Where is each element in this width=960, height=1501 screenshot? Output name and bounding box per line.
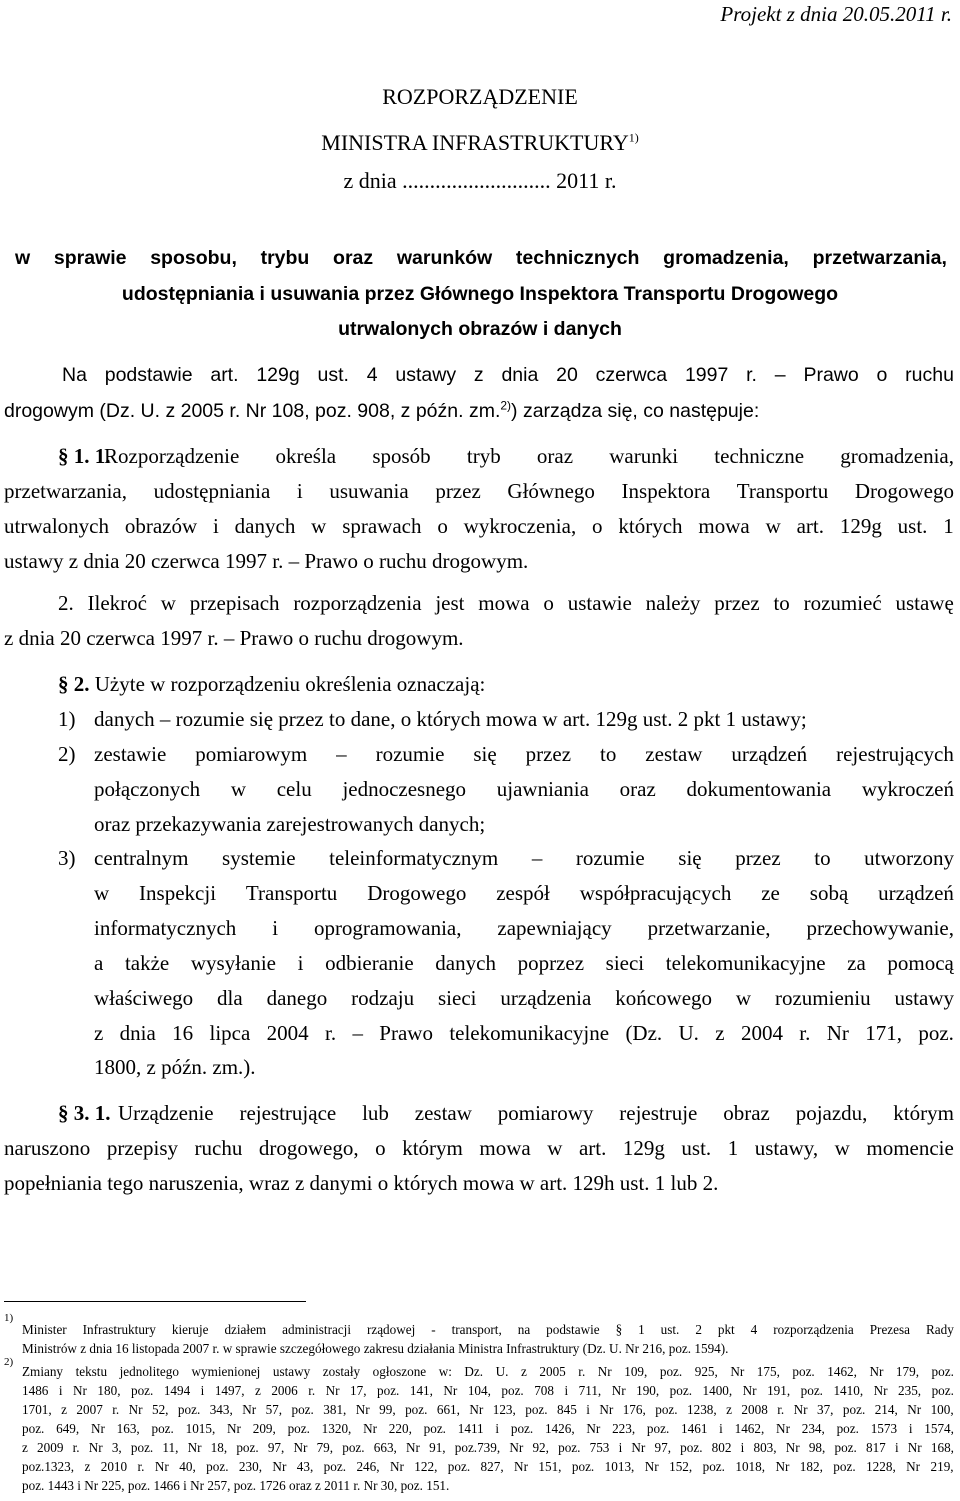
footnote-separator: [4, 1301, 306, 1302]
definition-2-line-3: oraz przekazywania zarejestrowanych danych;: [94, 812, 486, 836]
footnote-2-line-2: 1486 i Nr 180, poz. 1494 i 1497, z 2006 r. Nr 17, poz. 141, Nr 104, poz. 708 i 711, Nr 190, poz. 1400, Nr 191, poz. 1410, Nr 235, poz.: [22, 1383, 954, 1398]
footnote-2-line-3: 1701, z 2007 r. Nr 52, poz. 343, Nr 57, poz. 381, Nr 99, poz. 661, Nr 123, poz. 845 i Nr 176, poz. 1238, z 2008 r. Nr 37, poz. 214, Nr 100,: [22, 1402, 954, 1417]
definition-2-number: 2): [58, 742, 76, 766]
definition-3-line-2: w Inspekcji Transportu Drogowego zespół współpracujących ze sobą urządzeń: [94, 881, 954, 905]
definition-2-line-1: zestawie pomiarowym – rozumie się przez to zestaw urządzeń rejestrujących: [94, 742, 954, 766]
definition-1-number: 1): [58, 707, 76, 731]
definition-3-line-3: informatycznych i oprogramowania, zapewniający przetwarzanie, przechowywanie,: [94, 916, 954, 940]
footnote-ref-2: 2): [500, 398, 512, 413]
preamble-line-2: drogowym (Dz. U. z 2005 r. Nr 108, poz. 908, z późn. zm.$^{2)}$) zarządza się, co następuje:: [4, 398, 760, 422]
paragraph-3-mark: § 3. 1.: [58, 1101, 111, 1125]
paragraph-1-line-2: przetwarzania, udostępniania i usuwania przez Głównego Inspektora Transportu Drogowego: [4, 479, 954, 503]
paragraph-1-mark: § 1. 1.: [58, 444, 111, 468]
paragraph-1-sub-2-line-1: 2. Ilekroć w przepisach rozporządzenia jest mowa o ustawie należy przez to rozumieć ustawę: [58, 591, 954, 615]
ministry-name: MINISTRA INFRASTRUKTURY$^{1)}$: [321, 130, 639, 155]
definition-3-line-7: 1800, z późn. zm.).: [94, 1055, 256, 1079]
footnote-1-line-1: Minister Infrastruktury kieruje działem administracji rządowej - transport, na podstawie § 1 ust. 2 pkt 4 rozporządzenia Prezesa Rady: [22, 1322, 954, 1337]
regulation-date: z dnia ........................... 2011 r.: [343, 168, 617, 193]
footnote-1-mark: 1): [4, 1312, 14, 1324]
definition-1-line-1: danych – rozumie się przez to dane, o których mowa w art. 129g ust. 2 pkt 1 ustawy;: [94, 707, 807, 731]
footnote-2-mark: 2): [4, 1356, 14, 1368]
definition-3-line-4: a także wysyłanie i odbieranie danych poprzez sieci telekomunikacyjne za pomocą: [94, 951, 954, 975]
definition-2-line-2: połączonych w celu jednoczesnego ujawniania oraz dokumentowania wykroczeń: [94, 777, 954, 801]
definition-3-line-1: centralnym systemie teleinformatycznym – rozumie się przez to utworzony: [94, 846, 954, 870]
footnote-ref-1: 1): [628, 130, 639, 145]
paragraph-3-line-1: Urządzenie rejestrujące lub zestaw pomiarowy rejestruje obraz pojazdu, którym: [118, 1101, 954, 1125]
subject-line-3: utrwalonych obrazów i danych: [338, 318, 622, 340]
subject-line-1: w sprawie sposobu, trybu oraz warunków technicznych gromadzenia, przetwarzania,: [15, 247, 947, 269]
footnote-2-line-4: poz. 649, Nr 163, poz. 1015, Nr 209, poz. 1320, Nr 220, poz. 1411 i poz. 1426, Nr 223, poz. 1461 i 1462, Nr 234, poz. 1573 i 1574,: [22, 1421, 954, 1436]
footnote-1-line-2: Ministrów z dnia 16 listopada 2007 r. w sprawie szczegółowego zakresu działania Ministra Infrastruktury (Dz. U. Nr 216, poz. 1594).: [22, 1341, 729, 1356]
definition-3-line-5: właściwego dla danego rodzaju sieci urządzenia końcowego w rozumieniu ustawy: [94, 986, 954, 1010]
paragraph-2-intro: § 2. Użyte w rozporządzeniu określenia oznaczają:: [58, 672, 486, 696]
paragraph-1-line-4: ustawy z dnia 20 czerwca 1997 r. – Prawo o ruchu drogowym.: [4, 549, 529, 573]
paragraph-1-sub-2-line-2: z dnia 20 czerwca 1997 r. – Prawo o ruchu drogowym.: [4, 626, 464, 650]
preamble-line-1: Na podstawie art. 129g ust. 4 ustawy z dnia 20 czerwca 1997 r. – Prawo o ruchu: [62, 364, 954, 386]
regulation-title: ROZPORZĄDZENIE: [382, 84, 578, 109]
paragraph-3-line-3: popełniania tego naruszenia, wraz z danymi o których mowa w art. 129h ust. 1 lub 2.: [4, 1171, 719, 1195]
footnote-2-line-7: poz. 1443 i Nr 225, poz. 1466 i Nr 257, poz. 1726 oraz z 2011 r. Nr 30, poz. 151.: [22, 1478, 450, 1493]
subject-line-2: udostępniania i usuwania przez Głównego Inspektora Transportu Drogowego: [121, 283, 839, 305]
definition-3-number: 3): [58, 846, 76, 870]
footnote-2-line-6: poz.1323, z 2010 r. Nr 40, poz. 230, Nr 43, poz. 246, Nr 122, poz. 827, Nr 151, poz. 1013, Nr 152, poz. 1018, Nr 182, poz. 1228, Nr 219,: [22, 1459, 954, 1474]
footnote-2-line-5: z 2009 r. Nr 3, poz. 11, Nr 18, poz. 97, Nr 79, poz. 663, Nr 91, poz.739, Nr 92, poz. 753 i Nr 97, poz. 802 i 803, Nr 98, poz. 817 i Nr 168,: [22, 1440, 954, 1455]
footnote-2-line-1: Zmiany tekstu jednolitego wymienionej ustawy zostały ogłoszone w: Dz. U. z 2005 r. Nr 109, poz. 925, Nr 175, poz. 1462, Nr 179, poz.: [22, 1364, 954, 1379]
paragraph-3-line-2: naruszono przepisy ruchu drogowego, o którym mowa w art. 129g ust. 1 ustawy, w momencie: [4, 1136, 954, 1160]
definition-3-line-6: z dnia 16 lipca 2004 r. – Prawo telekomunikacyjne (Dz. U. z 2004 r. Nr 171, poz.: [94, 1021, 954, 1045]
project-date: Projekt z dnia 20.05.2011 r.: [720, 2, 952, 26]
paragraph-1-line-1: Rozporządzenie określa sposób tryb oraz warunki techniczne gromadzenia,: [104, 444, 954, 468]
paragraph-1-line-3: utrwalonych obrazów i danych w sprawach o wykroczenia, o których mowa w art. 129g ust. 1: [4, 514, 954, 538]
